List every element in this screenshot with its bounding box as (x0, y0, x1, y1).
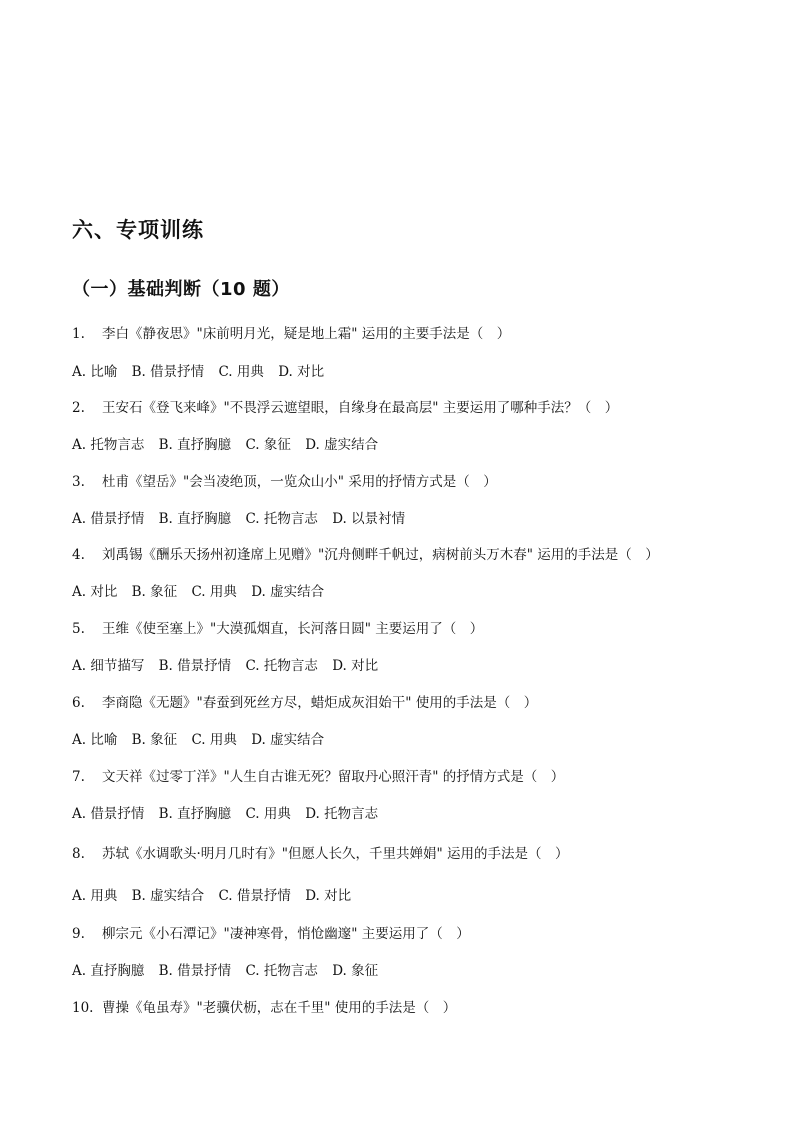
option-a: A. 对比 (72, 584, 118, 600)
options-1 (72, 360, 334, 380)
option-c: C. 托物言志 (245, 511, 318, 527)
question-number: 9. (72, 926, 85, 942)
option-b: B. 直抒胸臆 (158, 437, 232, 453)
question-1 (72, 322, 510, 342)
question-2 (72, 396, 618, 416)
sub-title: （一）基础判断（10 题） (72, 279, 290, 300)
section-title: 六、专项训练 (72, 218, 204, 242)
option-a: A. 直抒胸臆 (72, 963, 145, 979)
option-b: B. 虚实结合 (131, 888, 205, 904)
option-b: B. 直抒胸臆 (158, 806, 232, 822)
option-d: D. 虚实结合 (251, 584, 325, 600)
question-text: 曹操《龟虽寿》"老骥伏枥，志在千里" 使用的手法是（ ） (102, 1000, 457, 1016)
question-7 (72, 765, 564, 785)
question-text: 刘禹锡《酬乐天扬州初逢席上见赠》"沉舟侧畔千帆过，病树前头万木春" 运用的手法是（ ） (102, 547, 659, 563)
options-9 (72, 959, 388, 979)
option-c: C. 托物言志 (245, 963, 318, 979)
options-7 (72, 802, 388, 822)
question-3 (72, 470, 497, 490)
option-d: D. 虚实结合 (251, 732, 325, 748)
options-8 (72, 884, 361, 904)
option-b: B. 借景抒情 (158, 963, 232, 979)
option-d: D. 对比 (332, 658, 379, 674)
question-8 (72, 842, 569, 862)
question-text: 苏轼《水调歌头·明月几时有》"但愿人长久，千里共婵娟" 运用的手法是（ ） (102, 846, 569, 862)
question-5 (72, 617, 483, 637)
question-number: 6. (72, 695, 85, 711)
option-b: B. 象征 (131, 732, 178, 748)
option-b: B. 直抒胸臆 (158, 511, 232, 527)
option-d: D. 托物言志 (305, 806, 379, 822)
option-d: D. 虚实结合 (305, 437, 379, 453)
option-a: A. 用典 (72, 888, 118, 904)
question-10 (72, 996, 456, 1016)
options-3 (72, 507, 415, 527)
options-4 (72, 580, 334, 600)
question-number: 4. (72, 547, 85, 563)
option-c: C. 象征 (245, 437, 291, 453)
question-number: 3. (72, 474, 85, 490)
question-number: 2. (72, 400, 85, 416)
question-number: 5. (72, 621, 85, 637)
option-c: C. 托物言志 (245, 658, 318, 674)
option-c: C. 用典 (245, 806, 291, 822)
option-a: A. 比喻 (72, 364, 118, 380)
question-text: 杜甫《望岳》"会当凌绝顶，一览众山小" 采用的抒情方式是（ ） (102, 474, 497, 490)
question-text: 王安石《登飞来峰》"不畏浮云遮望眼，自缘身在最高层" 主要运用了哪种手法？（ ） (102, 400, 619, 416)
question-text: 文天祥《过零丁洋》"人生自古谁无死？留取丹心照汗青" 的抒情方式是（ ） (102, 769, 565, 785)
options-5 (72, 654, 388, 674)
question-number: 1. (72, 326, 85, 342)
options-6 (72, 728, 334, 748)
question-text: 李商隐《无题》"春蚕到死丝方尽，蜡炬成灰泪始干" 使用的手法是（ ） (102, 695, 538, 711)
question-9 (72, 922, 470, 942)
option-a: A. 比喻 (72, 732, 118, 748)
option-a: A. 细节描写 (72, 658, 145, 674)
option-c: C. 用典 (191, 584, 237, 600)
option-a: A. 托物言志 (72, 437, 145, 453)
question-4 (72, 543, 659, 563)
options-2 (72, 433, 388, 453)
question-number: 8. (72, 846, 85, 862)
option-b: B. 借景抒情 (131, 364, 205, 380)
question-text: 柳宗元《小石潭记》"凄神寒骨，悄怆幽邃" 主要运用了（ ） (102, 926, 470, 942)
option-c: C. 用典 (191, 732, 237, 748)
option-b: B. 象征 (131, 584, 178, 600)
question-number: 7. (72, 769, 85, 785)
option-d: D. 对比 (278, 364, 325, 380)
question-text: 李白《静夜思》"床前明月光，疑是地上霜" 运用的主要手法是（ ） (102, 326, 511, 342)
option-d: D. 象征 (332, 963, 379, 979)
option-d: D. 对比 (305, 888, 352, 904)
question-number: 10. (72, 1000, 94, 1016)
option-c: C. 用典 (218, 364, 264, 380)
option-c: C. 借景抒情 (218, 888, 291, 904)
option-a: A. 借景抒情 (72, 511, 145, 527)
question-6 (72, 691, 537, 711)
question-text: 王维《使至塞上》"大漠孤烟直，长河落日圆" 主要运用了（ ） (102, 621, 484, 637)
option-b: B. 借景抒情 (158, 658, 232, 674)
option-a: A. 借景抒情 (72, 806, 145, 822)
option-d: D. 以景衬情 (332, 511, 406, 527)
